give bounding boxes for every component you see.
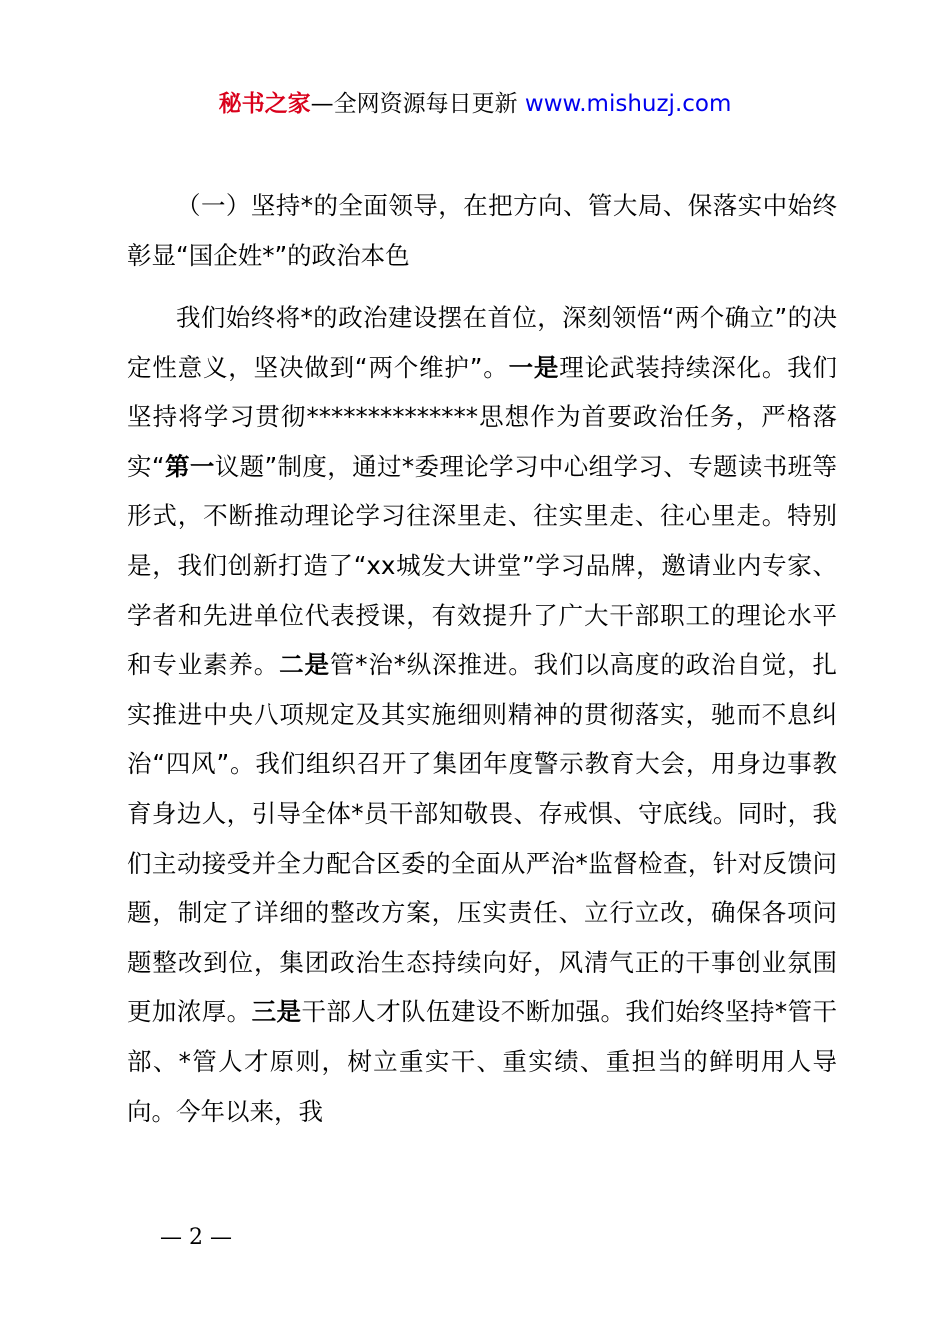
body-paragraph	[127, 293, 837, 1136]
header-slogan: —全网资源每日更新	[310, 91, 525, 117]
paragraph-text-3: 议题”制度，通过*委理论学习中心组学习、专题读书班等形式，不断推动理论学习往深里走、往实里走、往心里走。特别是，我们创新打造了“xx城发大讲堂”学习品牌，邀请业内专家、学者和先进单位代表授课，有效提升了广大干部职工的理论水平和专业素养。	[127, 451, 837, 680]
header-brand: 秘书之家	[218, 91, 311, 117]
page-number: — 2 —	[160, 1225, 232, 1250]
emphasis-first-agenda: 第一	[164, 451, 215, 481]
paragraph-text-4: 管*治*纵深推进。我们以高度的政治自觉，扎实推进中央八项规定及其实施细则精神的贯彻落实，驰而不息纠治“四风”。我们组织召开了集团年度警示教育大会，用身边事教育身边人，引导全体*员干部知敬畏、存戒惧、守底线。同时，我们主动接受并全力配合区委的全面从严治*监督检查，针对反馈问题，制定了详细的整改方案，压实责任、立行立改，确保各项问题整改到位，集团政治生态持续向好，风清气正的干事创业氛围更加浓厚。	[127, 650, 838, 1027]
header-url[interactable]: www.mishuzj.com	[524, 91, 732, 117]
site-header	[0, 88, 950, 120]
emphasis-first: 一是	[508, 352, 560, 382]
paragraph-text-1: 我们始终将*的政治建设摆在首位，深刻领悟“两个确立”的决定性意义，坚决做到“两个维护”。	[127, 303, 837, 382]
emphasis-third: 三是	[251, 997, 302, 1027]
section-heading: （一）坚持*的全面领导，在把方向、管大局、保落实中始终彰显“国企姓*”的政治本色	[127, 191, 837, 270]
paragraph-text-5: 干部人才队伍建设不断加强。我们始终坚持*管干部、*管人才原则，树立重实干、重实绩、重担当的鲜明用人导向。今年以来，我	[127, 997, 838, 1126]
paragraph-text-2: 理论武装持续深化。我们坚持将学习贯彻**************思想作为首要政治任务，严格落实“	[127, 352, 838, 481]
emphasis-second: 二是	[279, 650, 330, 680]
